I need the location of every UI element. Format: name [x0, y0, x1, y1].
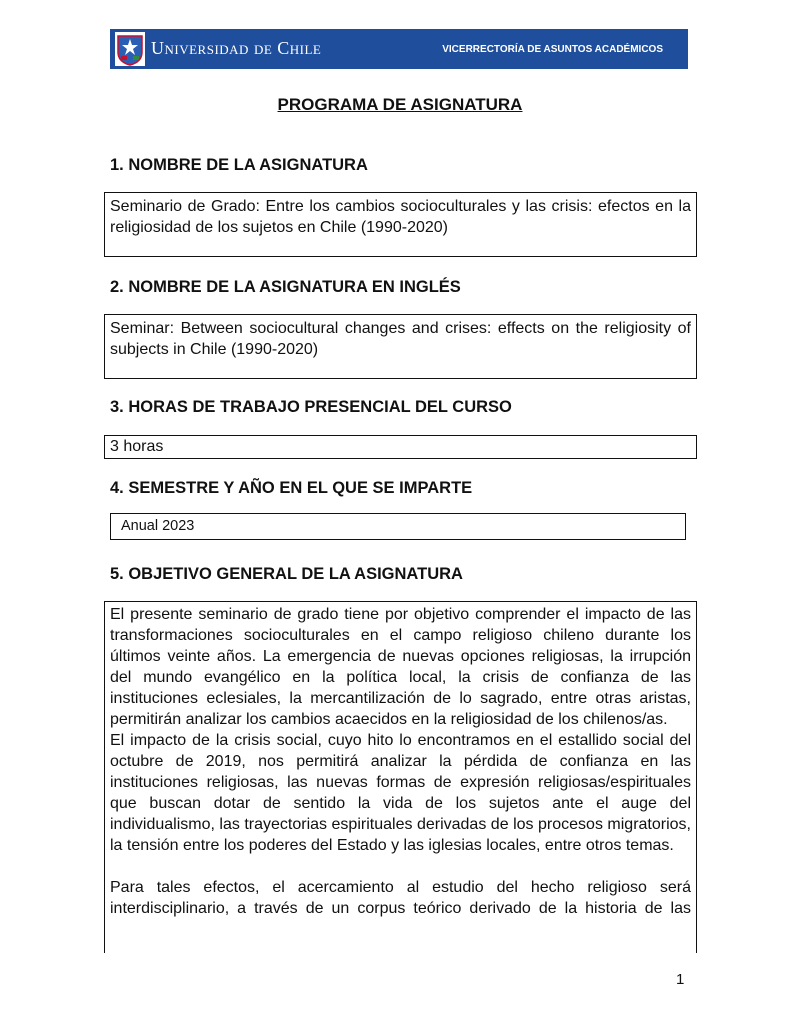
- vicerrectoria-label: VICERRECTORÍA DE ASUNTOS ACADÉMICOS: [442, 44, 663, 55]
- section-2-content: Seminar: Between sociocultural changes and crises: effects on the religiosity of subjects in Chile (1990-2020): [110, 320, 691, 358]
- section-4-heading: 4. SEMESTRE Y AÑO EN EL QUE SE IMPARTE: [110, 479, 473, 497]
- section-2-box: [104, 314, 697, 379]
- section-1-heading: 1. NOMBRE DE LA ASIGNATURA: [110, 156, 368, 174]
- section-5-paragraph-3-line-2: interdisciplinario, a través de un corpus teórico derivado de la historia de las: [110, 900, 691, 917]
- document-title: PROGRAMA DE ASIGNATURA: [277, 95, 523, 114]
- page-number: 1: [676, 971, 685, 988]
- section-4-content: Anual 2023: [121, 518, 195, 534]
- section-3-content: 3 horas: [110, 438, 164, 455]
- section-5-box: [104, 601, 697, 953]
- section-5-paragraph-2: El impacto de la crisis social, cuyo hito lo encontramos en el estallido social del octubre de 2019, nos permitirá analizar la pérdida de confianza en las instituciones religiosas, las nuevas formas de expresión religiosas/espirituales que buscan dotar de sentido la vida de los sujetos ante el auge del individualismo, las trayectorias espirituales derivadas de los procesos migratorios, la tensión entre los poderes del Estado y las iglesias locales, entre otros temas.: [110, 732, 691, 854]
- section-1-content: Seminario de Grado: Entre los cambios socioculturales y las crisis: efectos en la religiosidad de los sujetos en Chile (1990-2020): [110, 198, 691, 236]
- header-banner: [110, 29, 688, 69]
- section-5-paragraph-1: El presente seminario de grado tiene por objetivo comprender el impacto de las transformaciones socioculturales en el campo religioso chileno durante los últimos veinte años. La emergencia de nuevas opciones religiosas, la irrupción del mundo evangélico en la política local, la crisis de confianza de las instituciones eclesiales, la mercantilización de lo sagrado, entre otras aristas, permitirán analizar los cambios acaecidos en la religiosidad de los chilenos/as.: [110, 606, 691, 728]
- section-1-box: [104, 192, 697, 257]
- section-4-box: [110, 513, 686, 540]
- university-crest-icon: [115, 32, 145, 66]
- section-3-box: [104, 435, 697, 459]
- paragraph-spacer: [110, 856, 691, 877]
- section-5-paragraph-3-line-1: Para tales efectos, el acercamiento al estudio del hecho religioso será: [110, 879, 691, 896]
- section-2-heading: 2. NOMBRE DE LA ASIGNATURA EN INGLÉS: [110, 278, 461, 296]
- section-5-heading: 5. OBJETIVO GENERAL DE LA ASIGNATURA: [110, 565, 463, 583]
- university-name: Universidad de Chile: [151, 38, 322, 58]
- section-3-heading: 3. HORAS DE TRABAJO PRESENCIAL DEL CURSO: [110, 398, 512, 416]
